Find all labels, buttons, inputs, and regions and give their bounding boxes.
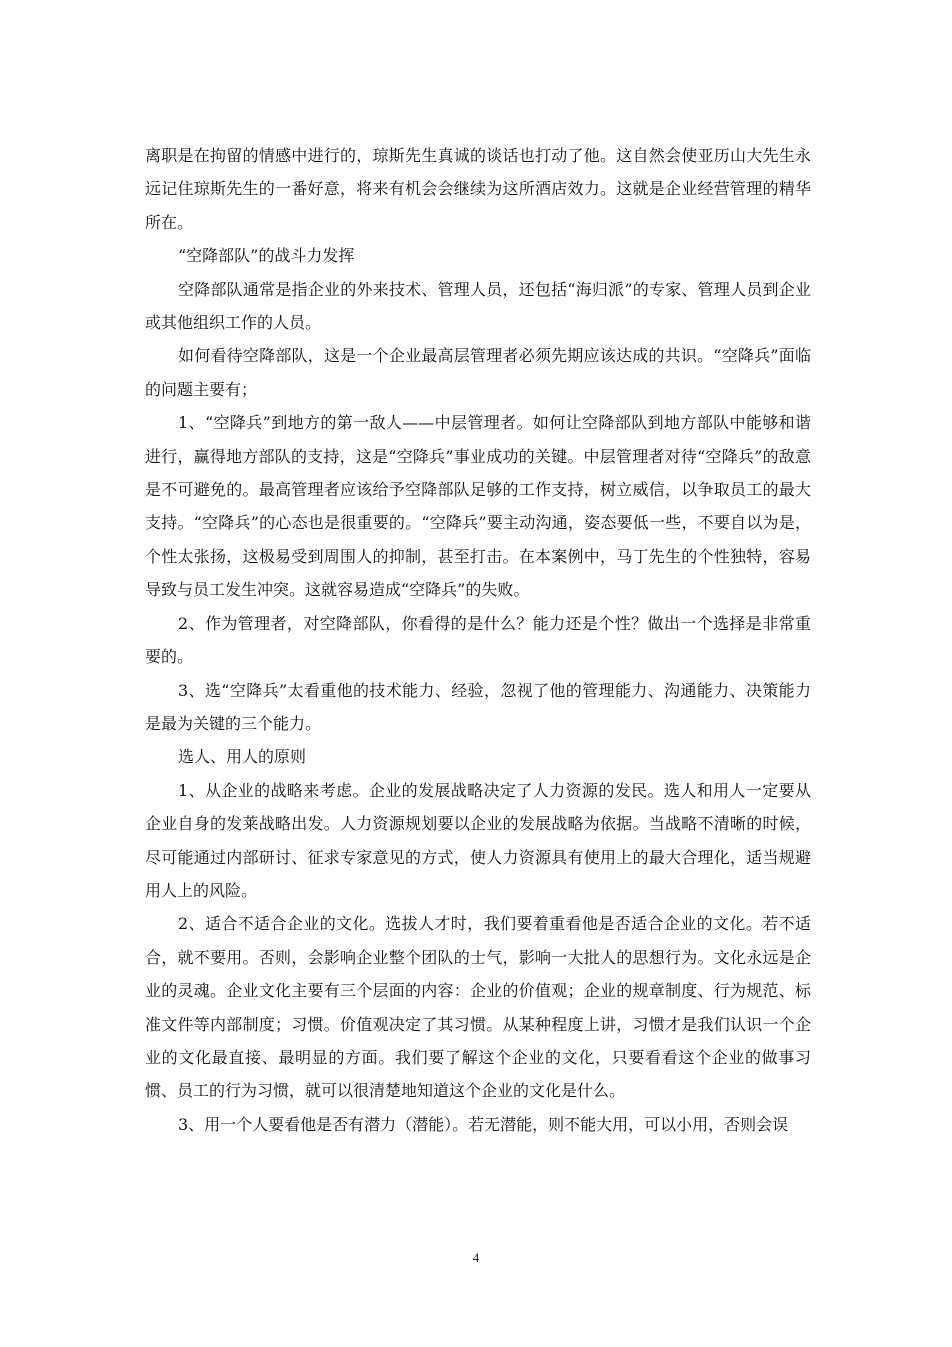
- list-item: 2、适合不适合企业的文化。选拔人才时，我们要着重看他是否适合企业的文化。若不适合，就不要用。否则，会影响企业整个团队的士气，影响一大批人的思想行为。文化永远是企业的灵魂。企业文化主要有三个层面的内容：企业的价值观；企业的规章制度、行为规范、标准文件等内部制度；习惯。价值观决定了其习惯。从某种程度上讲，习惯才是我们认识一个企业的文化最直接、最明显的方面。我们要了解这个企业的文化，只要看看这个企业的做事习惯、员工的行为习惯，就可以很清楚地知道这个企业的文化是什么。: [145, 914, 811, 1101]
- document-body: [145, 139, 811, 1141]
- paragraph: 空降部队通常是指企业的外来技术、管理人员，还包括“海归派”的专家、管理人员到企业或其他组织工作的人员。: [145, 279, 811, 333]
- section-heading-airborne-troops: “空降部队”的战斗力发挥: [178, 246, 355, 266]
- list-item: 3、用一个人要看他是否有潜力（潜能）。若无潜能，则不能大用，可以小用，否则会误: [178, 1114, 789, 1134]
- list-item: 1、“空降兵”到地方的第一敌人——中层管理者。如何让空降部队到地方部队中能够和谐进行，赢得地方部队的支持，这是“空降兵”事业成功的关键。中层管理者对待“空降兵”的敌意是不可避免的。最高管理者应该给予空降部队足够的工作支持，树立威信，以争取员工的最大支持。“空降兵”的心态也是很重要的。“空降兵”要主动沟通，姿态要低一些，不要自以为是，个性太张扬，这极易受到周围人的抑制，甚至打击。在本案例中，马丁先生的个性独特，容易导致与员工发生冲突。这就容易造成“空降兵”的失败。: [145, 413, 811, 600]
- list-item: 1、从企业的战略来考虑。企业的发展战略决定了人力资源的发民。选人和用人一定要从企业自身的发莱战略出发。人力资源规划要以企业的发展战略为依据。当战略不清晰的时候，尽可能通过内部研讨、征求专家意见的方式，使人力资源具有使用上的最大合理化，适当规避用人上的风险。: [145, 780, 811, 900]
- list-item: 3、选“空降兵”太看重他的技术能力、经验，忽视了他的管理能力、沟通能力、决策能力是最为关键的三个能力。: [145, 680, 811, 733]
- section-heading-selection-principles: 选人、用人的原则: [178, 747, 307, 767]
- paragraph: 如何看待空降部队，这是一个企业最高层管理者必须先期应该达成的共识。“空降兵”面临的问题主要有；: [145, 346, 811, 399]
- paragraph: 离职是在拘留的情感中进行的，琼斯先生真诚的谈话也打动了他。这自然会使亚历山大先生永远记住琼斯先生的一番好意，将来有机会会继续为这所酒店效力。这就是企业经营管理的精华所在。: [145, 146, 811, 232]
- page-number: 4: [472, 1250, 480, 1265]
- list-item: 2、作为管理者，对空降部队，你看得的是什么？能力还是个性？做出一个选择是非常重要的。: [145, 613, 811, 667]
